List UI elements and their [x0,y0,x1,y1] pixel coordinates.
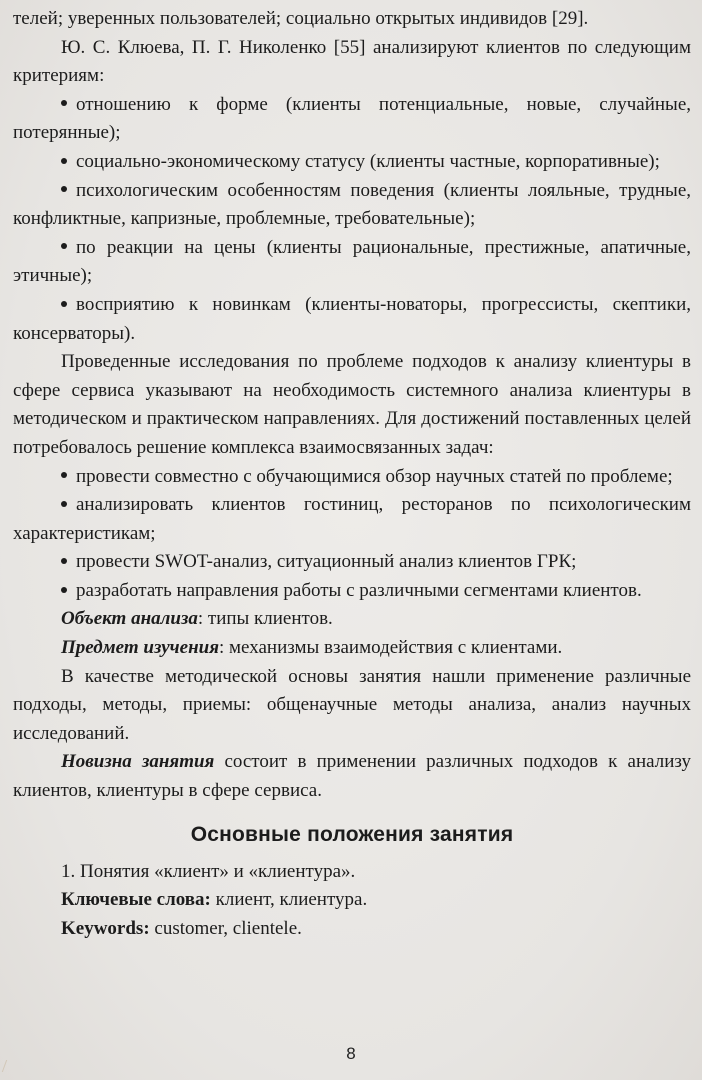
paragraph-continuation-text: телей; уверенных пользователей; социально открытых индивидов [29]. [13,8,589,29]
list-item-text: отношению к форме (клиенты потенциальные, новые, случайные, потерянные); [13,93,691,144]
list-item-text: провести SWOT-анализ, ситуационный анализ клиентов ГРК; [76,551,577,573]
keywords-en-label: Keywords: [61,917,150,939]
paragraph-continuation [13,5,691,34]
list-item [13,234,691,291]
list-item-text: психологическим особенностям поведения (клиенты лояльные, трудные, конфликтные, капризные, проблемные, требовательные); [13,179,691,230]
keywords-ru-label: Ключевые слова: [61,889,211,911]
object-label: Объект анализа [61,608,198,630]
list-item [13,291,691,348]
keywords-ru [13,886,691,915]
bullet-icon [61,301,67,307]
bullet-icon [61,186,67,192]
section-heading: Основные положения занятия [190,822,514,846]
section-item-text: 1. Понятия «клиент» и «клиентура». [61,860,356,882]
bullet-icon [61,100,67,106]
paragraph-novelty [13,748,691,805]
list-item [13,548,691,577]
bullet-icon [61,501,67,507]
paragraph-criteria-intro [13,34,691,91]
list-item-text: социально-экономическому статусу (клиенты частные, корпоративные); [76,150,660,172]
bullet-icon [61,558,67,564]
paragraph-subject [13,634,691,663]
paragraph-methods-text: В качестве методической основы занятия нашли применение различные подходы, методы, приемы: общенаучные методы анализа, анализ научных исследований. [13,665,691,744]
subject-label: Предмет изучения [61,637,219,659]
list-item [13,177,691,234]
list-item-text: по реакции на цены (клиенты рациональные, престижные, апатичные, этичные); [13,236,691,287]
list-item-text: разработать направления работы с различными сегментами клиентов. [76,579,642,601]
list-item [13,91,691,148]
bullet-icon [61,472,67,478]
paragraph-methods [13,663,691,749]
novelty-label: Новизна занятия [61,751,215,773]
paragraph-object [13,605,691,634]
list-item-text: провести совместно с обучающимися обзор научных статей по проблеме; [76,465,673,487]
keywords-ru-text: клиент, клиентура. [210,889,368,911]
keywords-en [13,915,691,944]
list-item-text: анализировать клиентов гостиниц, ресторанов по психологическим характеристикам; [13,494,691,544]
paragraph-research-text: Проведенные исследования по проблеме подходов к анализу клиентуры в сфере сервиса указывают на необходимость системного анализа клиентуры в методическом и практическом направлениях. Для достижений поставленных целей потребовалось решение комплекса взаимосвязанных задач: [13,351,691,458]
subject-text: : механизмы взаимодействия с клиентами. [218,637,563,659]
list-item-text: восприятию к новинкам (клиенты-новаторы, прогрессисты, скептики, консерваторы). [13,293,691,344]
list-item [13,491,691,548]
paragraph-criteria-intro-text: Ю. С. Клюева, П. Г. Николенко [55] анализируют клиентов по следующим критериям: [13,36,691,87]
bullet-icon [61,587,67,593]
list-item [13,577,691,606]
bullet-icon [61,243,67,249]
keywords-en-text: customer, clientele. [149,917,302,939]
object-text: : типы клиентов. [197,608,333,630]
page-text [13,5,691,943]
section-item [13,858,691,887]
list-item [13,463,691,492]
bullet-icon [61,158,67,164]
list-item [13,148,691,177]
paragraph-research [13,348,691,462]
page-number: 8 [346,1044,356,1063]
novelty-text: состоит в применении различных подходов к анализу клиентов, клиентуры в сфере сервиса. [13,751,691,802]
